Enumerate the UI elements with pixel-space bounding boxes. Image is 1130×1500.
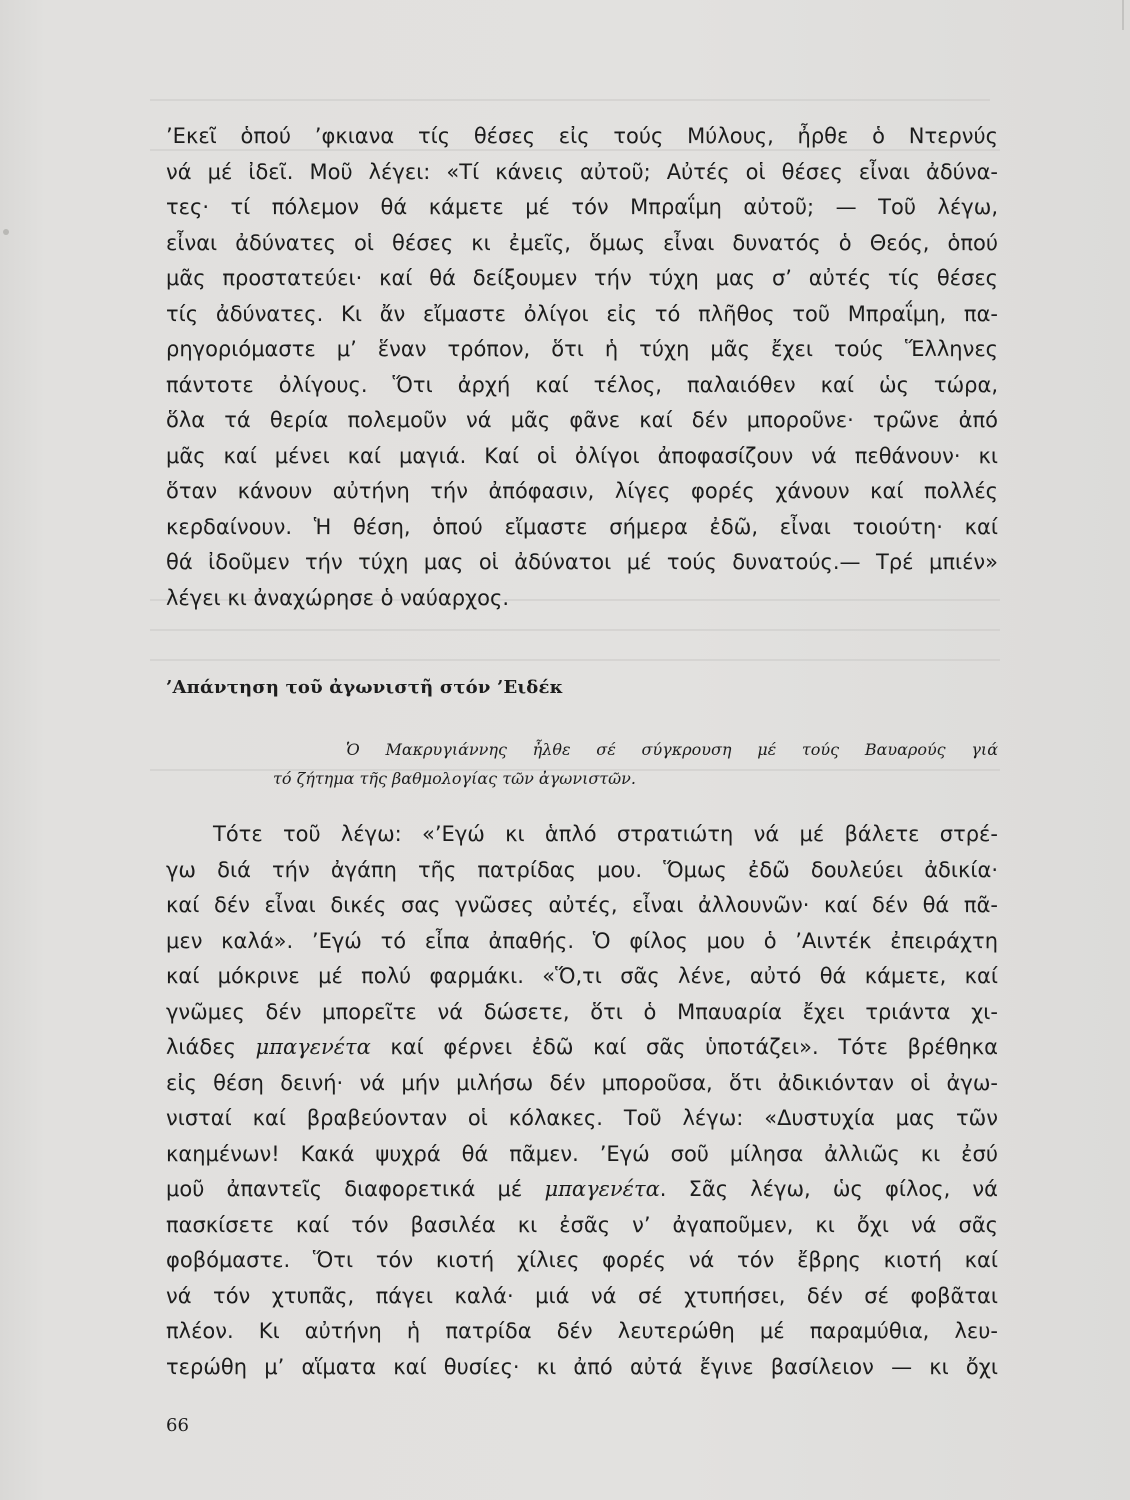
text-line: τερώθη μ’ αἵματα καί θυσίες· κι ἀπό αὐτά ἔγινε βασίλειον — κι ὄχι (166, 1354, 998, 1379)
text-fragment: καί φέρνει ἐδῶ καί σᾶς ὑποτάζει». Τότε βρέθηκα (370, 1035, 998, 1059)
text-line: θά ἰδοῦμεν τήν τύχη μας οἱ ἀδύνατοι μέ τούς δυνατούς.— Τρέ μπιέν» (166, 550, 998, 574)
text-line-with-italic (166, 1172, 998, 1208)
text-line: μεν καλά». ’Εγώ τό εἶπα ἀπαθής. Ὁ φίλος μου ὁ ’Αιντέκ ἐπειράχτη (166, 928, 998, 953)
text-line: νά τόν χτυπᾶς, πάγει καλά· μιά νά σέ χτυπήσει, δέν σέ φοβᾶται (166, 1283, 998, 1308)
text-line: φοβόμαστε. Ὅτι τόν κιοτή χίλιες φορές νά τόν ἔβρης κιοτή καί (166, 1248, 998, 1272)
epigraph (268, 735, 998, 793)
text-line: ρηγοριόμαστε μ’ ἕναν τρόπον, ὅτι ἡ τύχη μᾶς ἔχει τούς Ἕλληνες (166, 337, 998, 361)
text-line: νισταί καί βραβεύονταν οἱ κόλακες. Τοῦ λέγω: «Δυστυχία μας τῶν (166, 1106, 998, 1130)
text-line: ’Εκεῖ ὁπού ’φκιανα τίς θέσες εἰς τούς Μύλους, ἦρθε ὁ Ντερνύς (166, 124, 998, 148)
text-fragment: . Σᾶς λέγω, ὡς φίλος, νά (659, 1177, 999, 1201)
italic-word: μπαγενέτα (255, 1035, 371, 1059)
text-line: πασκίσετε καί τόν βασιλέα κι ἐσᾶς ν’ ἀγαποῦμεν, κι ὄχι νά σᾶς (166, 1212, 998, 1237)
text-line: ὅταν κάνουν αὐτήνη τήν ἀπόφασιν, λίγες φορές χάνουν καί πολλές (166, 479, 998, 503)
text-line: ὅλα τά θερία πολεμοῦν νά μᾶς φᾶνε καί δέν μποροῦνε· τρῶνε ἀπό (166, 408, 998, 432)
page-number: 66 (166, 1415, 189, 1436)
text-line: γνῶμες δέν μπορεῖτε νά δώσετε, ὅτι ὁ Μπαυαρία ἔχει τριάντα χι- (166, 999, 998, 1024)
epigraph-line: Ὁ Μακρυγιάννης ἦλθε σέ σύγκρουση μέ τούς Βαυαρούς γιά (346, 740, 998, 759)
text-fragment: μοῦ ἀπαντεῖς διαφορετικά μέ (166, 1177, 545, 1201)
text-line-with-italic (166, 1030, 998, 1066)
text-line: εἶναι ἀδύνατες οἱ θέσες κι ἐμεῖς, ὅμως εἶναι δυνατός ὁ Θεός, ὁπού (166, 230, 998, 255)
paragraph-reply-to-heideck (166, 817, 998, 1385)
paragraph-makrygiannis-reply (166, 119, 998, 616)
text-line: καημένων! Κακά ψυχρά θά πᾶμεν. ’Εγώ σοῦ μίλησα ἀλλιῶς κι ἐσύ (166, 1141, 998, 1166)
text-line: γω διά τήν ἀγάπη τῆς πατρίδας μου. Ὅμως ἐδῶ δουλεύει ἀδικία· (166, 857, 998, 882)
text-line: καί μόκρινε μέ πολύ φαρμάκι. «Ὅ,τι σᾶς λένε, αὐτό θά κάμετε, καί (166, 964, 998, 988)
text-fragment: λιάδες (166, 1035, 256, 1059)
section-heading: ’Απάντηση τοῦ ἀγωνιστῆ στόν ’Ειδέκ (166, 677, 564, 698)
italic-word: μπαγενέτα (544, 1177, 660, 1201)
text-line: κερδαίνουν. Ἡ θέση, ὁπού εἴμαστε σήμερα ἐδῶ, εἶναι τοιούτη· καί (166, 514, 998, 539)
text-line: τίς ἀδύνατες. Κι ἄν εἴμαστε ὀλίγοι εἰς τό πλῆθος τοῦ Μπραΐμη, πα- (166, 301, 998, 326)
text-line: λέγει κι ἀναχώρησε ὁ ναύαρχος. (166, 585, 510, 610)
text-line: Τότε τοῦ λέγω: «’Εγώ κι ἁπλό στρατιώτη νά μέ βάλετε στρέ- (213, 822, 998, 846)
text-line: πάντοτε ὀλίγους. Ὅτι ἀρχή καί τέλος, παλαιόθεν καί ὡς τώρα, (166, 372, 998, 397)
text-line: εἰς θέση δεινή· νά μήν μιλήσω δέν μποροῦσα, ὅτι ἀδικιόνταν οἱ ἀγω- (166, 1070, 998, 1095)
text-line: μᾶς προστατεύει· καί θά δείξουμεν τήν τύχη μας σ’ αὐτές τίς θέσες (166, 266, 998, 290)
text-line: καί δέν εἶναι δικές σας γνῶσες αὐτές, εἶναι ἀλλουνῶν· καί δέν θά πᾶ- (166, 893, 998, 917)
text-line: πλέον. Κι αὐτήνη ἡ πατρίδα δέν λευτερώθη μέ παραμύθια, λευ- (166, 1319, 998, 1343)
text-line: τες· τί πόλεμον θά κάμετε μέ τόν Μπραΐμη αὐτοῦ; — Τοῦ λέγω, (166, 195, 998, 219)
epigraph-line: τό ζήτημα τῆς βαθμολογίας τῶν ἀγωνιστῶν. (273, 769, 636, 788)
text-line: μᾶς καί μένει καί μαγιά. Καί οἱ ὀλίγοι ἀποφασίζουν νά πεθάνουν· κι (166, 443, 998, 468)
text-line: νά μέ ἰδεῖ. Μοῦ λέγει: «Τί κάνεις αὐτοῦ; Αὐτές οἱ θέσες εἶναι ἀδύνα- (166, 159, 998, 184)
